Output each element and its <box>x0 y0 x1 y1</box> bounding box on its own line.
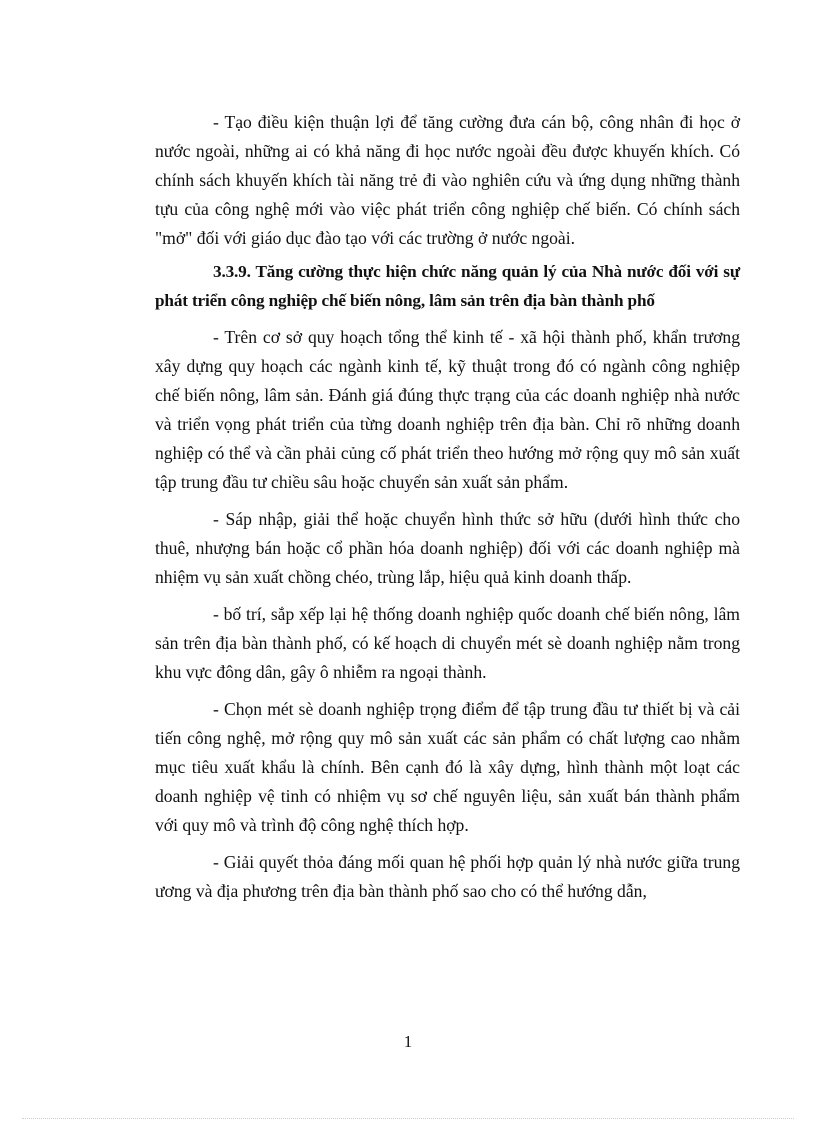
paragraph-planning: - Trên cơ sở quy hoạch tổng thể kinh tế - xã hội thành phố, khẩn trương xây dựng quy hoạch các ngành kinh tế, kỹ thuật trong đó có ngành công nghiệp chế biến nông, lâm sản. Đánh giá đúng thực trạng của các doanh nghiệp nhà nước và triển vọng phát triển của từng doanh nghiệp trên địa bàn. Chỉ rõ những doanh nghiệp có thể và cần phải củng cố phát triển theo hướng mở rộng quy mô sản xuất tập trung đầu tư chiều sâu hoặc chuyển sản xuất sản phẩm. <box>155 327 740 492</box>
page-number: 1 <box>403 1032 413 1051</box>
paragraph-training-abroad: - Tạo điều kiện thuận lợi để tăng cường đưa cán bộ, công nhân đi học ở nước ngoài, những ai có khả năng đi học nước ngoài đều được khuyến khích. Có chính sách khuyến khích tài năng trẻ đi vào nghiên cứu và ứng dụng những thành tựu của công nghệ mới vào việc phát triển công nghiệp chế biến. Có chính sách "mở" đối với giáo dục đào tạo với các trường ở nước ngoài. <box>155 112 740 248</box>
paragraph-rearrangement: - bố trí, sắp xếp lại hệ thống doanh nghiệp quốc doanh chế biến nông, lâm sản trên địa bàn thành phố, có kế hoạch di chuyển mét sè doanh nghiệp nằm trong khu vực đông dân, gây ô nhiễm ra ngoại thành. <box>155 604 740 682</box>
paragraph-key-enterprises: - Chọn mét sè doanh nghiệp trọng điểm để tập trung đầu tư thiết bị và cải tiến công nghệ, mở rộng quy mô sản xuất các sản phẩm có chất lượng cao nhằm mục tiêu xuất khẩu là chính. Bên cạnh đó là xây dựng, hình thành một loạt các doanh nghiệp vệ tinh có nhiệm vụ sơ chế nguyên liệu, sản xuất bán thành phẩm với quy mô và trình độ công nghệ thích hợp. <box>155 699 740 835</box>
paragraph-coordination: - Giải quyết thỏa đáng mối quan hệ phối hợp quản lý nhà nước giữa trung ương và địa phương trên địa bàn thành phố sao cho có thể hướng dẫn, <box>155 852 740 901</box>
page-body <box>155 108 740 906</box>
page-bottom-divider <box>22 1118 794 1119</box>
paragraph-merger: - Sáp nhập, giải thể hoặc chuyển hình thức sở hữu (dưới hình thức cho thuê, nhượng bán hoặc cổ phần hóa doanh nghiệp) đối với các doanh nghiệp mà nhiệm vụ sản xuất chồng chéo, trùng lắp, hiệu quả kinh doanh thấp. <box>155 509 740 587</box>
section-heading-3-3-9: 3.3.9. Tăng cường thực hiện chức năng quản lý của Nhà nước đối với sự phát triển công nghiệp chế biến nông, lâm sản trên địa bàn thành phố <box>155 262 740 310</box>
